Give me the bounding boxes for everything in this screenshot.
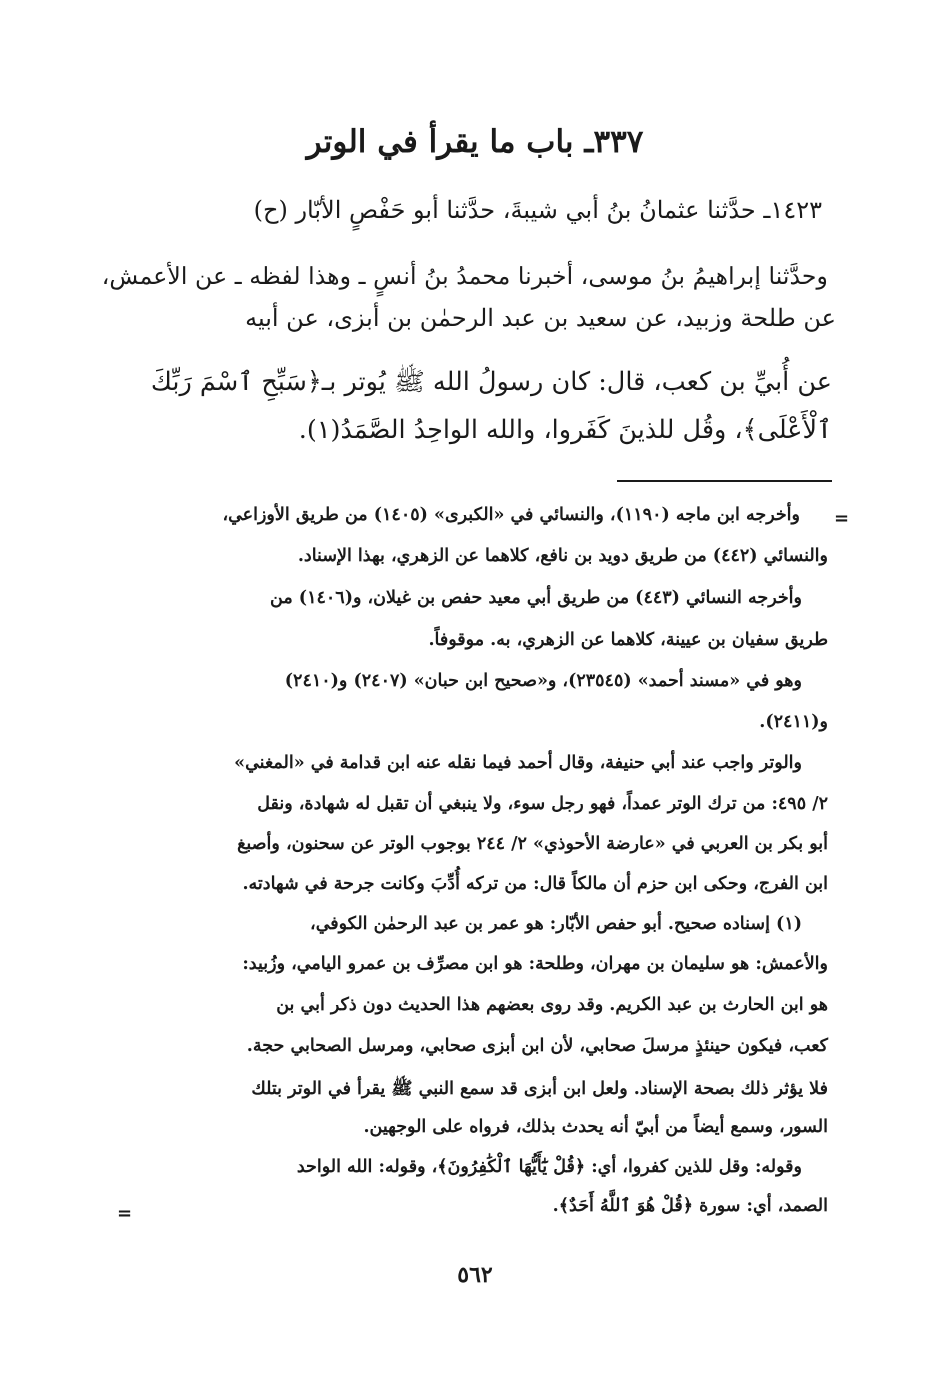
footnote-line-9: أبو بكر بن العربي في «عارضة الأحوذي» ٢/ ٢٤٤ بوجوب الوتر عن سحنون، وأصبغ xyxy=(237,834,828,854)
footnote-line-17: وقوله: وقل للذين كفروا، أي: ﴿قُلْ يَٰٓأَيُّهَا ٱلْكَٰفِرُونَ﴾، وقوله: الله الواحد xyxy=(296,1157,802,1177)
page-number: ٥٦٢ xyxy=(457,1262,493,1288)
footnote-line-2: والنسائي (٤٤٢) من طريق دويد بن نافع، كلاهما عن الزهري، بهذا الإسناد. xyxy=(297,546,828,566)
footnote-line-4: طريق سفيان بن عيينة، كلاهما عن الزهري، به. موقوفاً. xyxy=(428,630,828,650)
footnote-line-13: هو ابن الحارث بن عبد الكريم. وقد روى بعضهم هذا الحديث دون ذكر أبي بن xyxy=(276,995,828,1015)
footnote-line-18: الصمد، أي: سورة ﴿قُلْ هُوَ ٱللَّهُ أَحَدٌ﴾. xyxy=(552,1196,828,1216)
hadith-line-3: عن طلحة وزبيد، عن سعيد بن عبد الرحمٰن بن أبزى، عن أبيه xyxy=(245,304,836,332)
hadith-line-2: وحدَّثنا إبراهيمُ بنُ موسى، أخبرنا محمدُ بنُ أنسٍ ـ وهذا لفظه ـ عن الأعمش، xyxy=(101,262,828,290)
footnote-line-8: ٢/ ٤٩٥: من ترك الوتر عمداً، فهو رجل سوء، ولا ينبغي أن تقبل له شهادة، ونقل xyxy=(257,794,828,814)
footnote-line-14: كعب، فيكون حينئذٍ مرسلَ صحابي، لأن ابن أبزى صحابي، ومرسل الصحابي حجة. xyxy=(246,1036,828,1056)
footnote-line-15: فلا يؤثر ذلك بصحة الإسناد. ولعل ابن أبزى قد سمع النبي ﷺ يقرأ في الوتر بتلك xyxy=(251,1079,828,1099)
hadith-line-1: ١٤٢٣ـ حدَّثنا عثمانُ بنُ أبي شيبةَ، حدَّثنا أبو حَفْصٍ الأبّار (ح) xyxy=(253,196,822,224)
footnote-line-16: السور، وسمع أيضاً من أبيّ أنه يحدث بذلك، فرواه على الوجهين. xyxy=(363,1117,828,1137)
hadith-line-5: ٱلْأَعْلَى﴾، وقُل للذينَ كَفَروا، والله الواحِدُ الصَّمَدُ(١). xyxy=(298,415,832,445)
footnote-line-10: ابن الفرج، وحكى ابن حزم أن مالكاً قال: من تركه أُدِّبَ وكانت جرحة في شهادته. xyxy=(242,874,828,894)
footnote-line-3: وأخرجه النسائي (٤٤٣) من طريق أبي معيد حفص بن غيلان، و(١٤٠٦) من xyxy=(270,588,802,608)
continuation-mark-bottom: = xyxy=(117,1203,133,1224)
footnote-line-6: و(٢٤١١). xyxy=(759,712,828,732)
hadith-line-4: عن أُبيِّ بن كعب، قال: كان رسولُ الله ﷺ يُوتر بـ﴿سَبِّحِ ٱسْمَ رَبِّكَ xyxy=(150,367,832,397)
footnote-line-11: (١) إسناده صحيح. أبو حفص الأبّار: هو عمر بن عبد الرحمٰن الكوفي، xyxy=(310,914,802,934)
footnote-line-5: وهو في «مسند أحمد» (٢٣٥٤٥)، و«صحيح ابن حبان» (٢٤٠٧) و(٢٤١٠) xyxy=(284,671,802,691)
footnote-divider xyxy=(617,480,832,482)
continuation-mark-top: = xyxy=(834,508,850,529)
footnote-line-12: والأعمش: هو سليمان بن مهران، وطلحة: هو ابن مصرِّف بن عمرو اليامي، وزُبيد: xyxy=(242,954,828,974)
footnote-line-7: والوتر واجب عند أبي حنيفة، وقال أحمد فيما نقله عنه ابن قدامة في «المغني» xyxy=(234,753,802,773)
footnote-line-1: وأخرجه ابن ماجه (١١٩٠)، والنسائي في «الكبرى» (١٤٠٥) من طريق الأوزاعي، xyxy=(222,505,800,525)
chapter-title: ٣٣٧ـ باب ما يقرأ في الوتر xyxy=(306,124,644,160)
